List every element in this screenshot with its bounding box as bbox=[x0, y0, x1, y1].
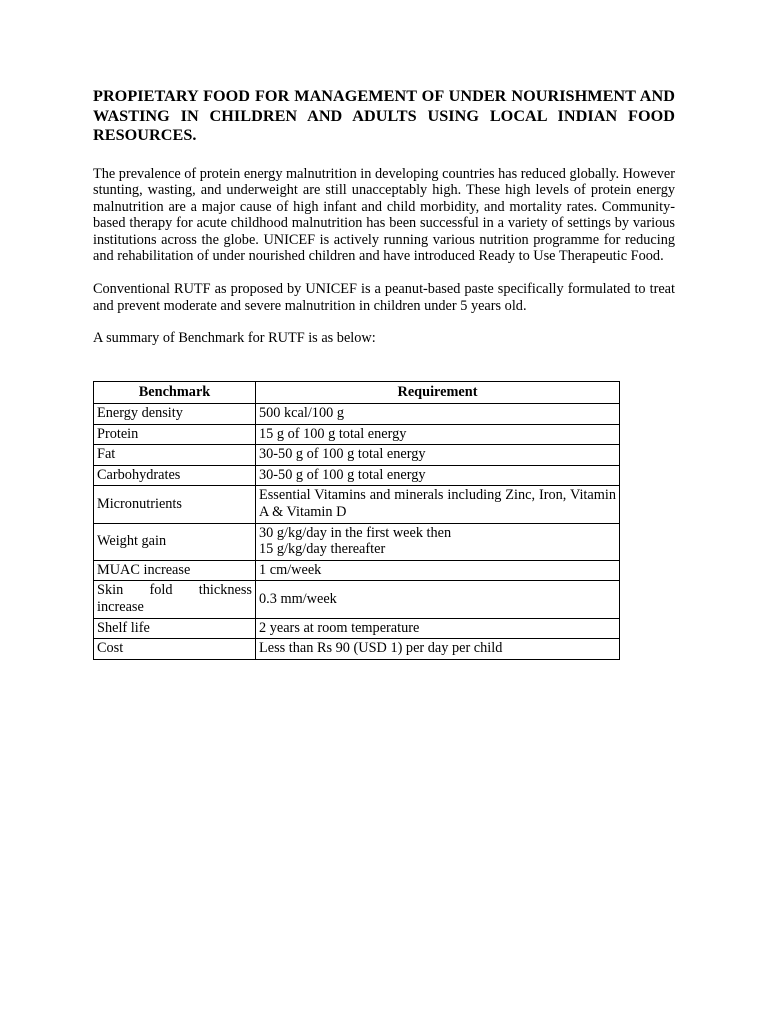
intro-paragraph: The prevalence of protein energy malnutrition in developing countries has reduced globally. However stunting, wasting, and underweight are still unacceptably high. These high levels of protein energy malnutrition are a major cause of high infant and child morbidity, and mortality rates. Community-based therapy for acute childhood malnutrition has been successful in a variety of settings by various institutions across the globe. UNICEF is actively running various nutrition programme for reducing and rehabilitation of under nourished children and have introduced Ready to Use Therapeutic Food. bbox=[93, 165, 676, 265]
summary-lead-paragraph: A summary of Benchmark for RUTF is as below: bbox=[93, 330, 376, 347]
benchmark-cell: Cost bbox=[94, 639, 256, 660]
document-title: PROPIETARY FOOD FOR MANAGEMENT OF UNDER NOURISHMENT AND WASTING IN CHILDREN AND ADULTS USING LOCAL INDIAN FOOD RESOURCES. bbox=[93, 87, 675, 144]
benchmark-cell: Shelf life bbox=[94, 618, 256, 639]
benchmark-cell: Weight gain bbox=[94, 523, 256, 560]
table-header-row bbox=[94, 382, 620, 404]
requirement-cell: Essential Vitamins and minerals including Zinc, Iron, Vitamin A & Vitamin D bbox=[256, 486, 620, 523]
column-header-requirement: Requirement bbox=[256, 382, 620, 404]
benchmark-cell: Carbohydrates bbox=[94, 465, 256, 486]
requirement-cell: Less than Rs 90 (USD 1) per day per child bbox=[256, 639, 620, 660]
benchmark-cell: Micronutrients bbox=[94, 486, 256, 523]
document-page bbox=[93, 87, 676, 657]
requirement-cell: 30-50 g of 100 g total energy bbox=[256, 445, 620, 466]
benchmark-table bbox=[93, 381, 620, 660]
benchmark-cell: MUAC increase bbox=[94, 560, 256, 581]
table-row bbox=[94, 581, 620, 618]
requirement-cell: 15 g of 100 g total energy bbox=[256, 424, 620, 445]
column-header-benchmark: Benchmark bbox=[94, 382, 256, 404]
requirement-cell bbox=[256, 523, 620, 560]
table-row bbox=[94, 424, 620, 445]
requirement-line: 15 g/kg/day thereafter bbox=[259, 541, 386, 558]
table-row bbox=[94, 560, 620, 581]
table-row bbox=[94, 445, 620, 466]
table-row bbox=[94, 523, 620, 560]
table-row bbox=[94, 618, 620, 639]
requirement-cell: 500 kcal/100 g bbox=[256, 404, 620, 425]
requirement-cell: 2 years at room temperature bbox=[256, 618, 620, 639]
benchmark-cell: Energy density bbox=[94, 404, 256, 425]
rutf-paragraph: Conventional RUTF as proposed by UNICEF is a peanut-based paste specifically formulated to treat and prevent moderate and severe malnutrition in children under 5 years old. bbox=[93, 281, 675, 314]
table-row bbox=[94, 639, 620, 660]
benchmark-cell: Fat bbox=[94, 445, 256, 466]
requirement-line: 30 g/kg/day in the first week then bbox=[259, 524, 452, 541]
requirement-cell: 1 cm/week bbox=[256, 560, 620, 581]
requirement-cell: 0.3 mm/week bbox=[256, 581, 620, 618]
benchmark-cell: Skin fold thickness increase bbox=[94, 581, 256, 618]
table-row bbox=[94, 465, 620, 486]
table-row bbox=[94, 404, 620, 425]
benchmark-cell: Protein bbox=[94, 424, 256, 445]
requirement-cell: 30-50 g of 100 g total energy bbox=[256, 465, 620, 486]
table-row bbox=[94, 486, 620, 523]
